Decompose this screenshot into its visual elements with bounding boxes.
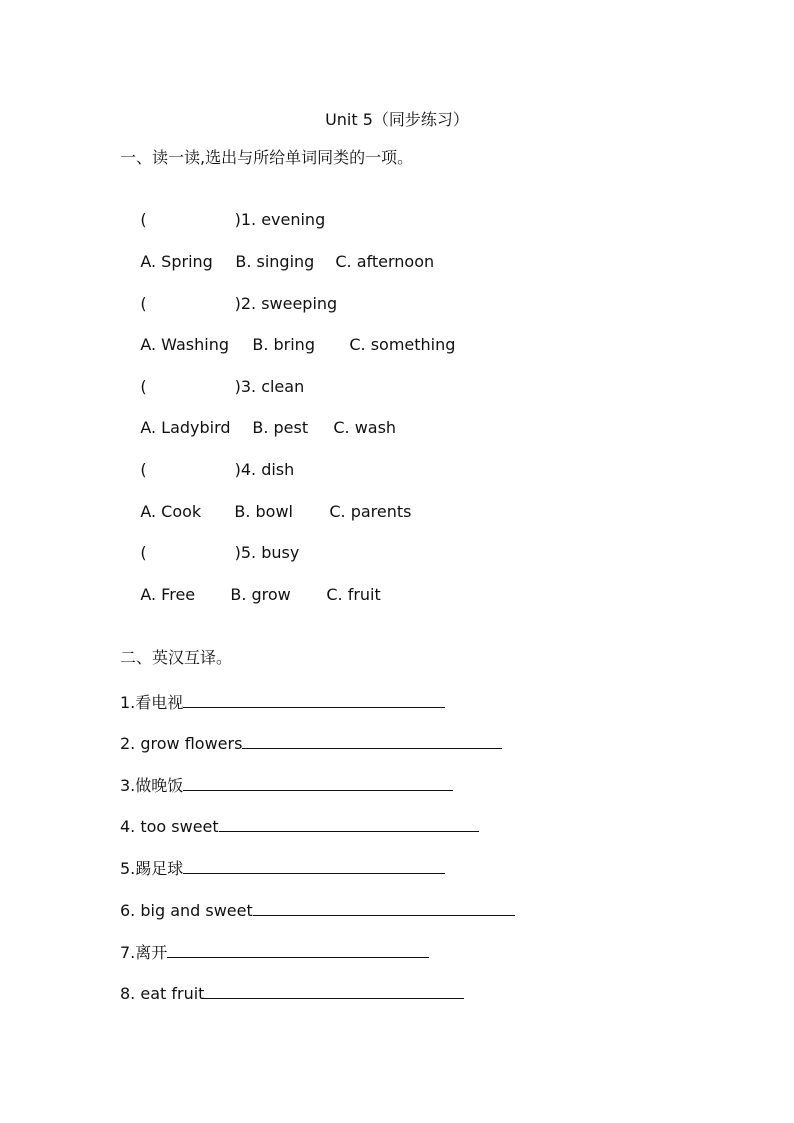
option-b: B. bowl	[234, 502, 293, 521]
item-text: 1.看电视	[120, 693, 184, 712]
question-word: )5. busy	[234, 543, 300, 562]
option-c: C. parents	[329, 502, 412, 521]
translation-item-4	[120, 814, 479, 837]
item-text: 5.踢足球	[120, 859, 184, 878]
answer-line[interactable]	[204, 981, 464, 999]
answer-line[interactable]	[183, 856, 445, 874]
option-c: C. afternoon	[335, 252, 435, 271]
option-a: A. Cook	[140, 502, 202, 521]
option-b: B. grow	[230, 585, 291, 604]
question-word: )3. clean	[234, 377, 305, 396]
option-a: A. Washing	[140, 335, 229, 354]
answer-paren-open: (	[140, 460, 147, 479]
question-5-options	[120, 565, 381, 625]
section1-heading: 一、读一读,选出与所给单词同类的一项。	[120, 148, 414, 167]
answer-line[interactable]	[253, 898, 515, 916]
item-text: 2. grow flowers	[120, 734, 243, 753]
option-b: B. pest	[252, 418, 309, 437]
item-text: 7.离开	[120, 943, 168, 962]
translation-item-7	[120, 940, 429, 963]
answer-paren-open: (	[140, 294, 147, 313]
option-a: A. Free	[140, 585, 196, 604]
answer-paren-open: (	[140, 210, 147, 229]
item-text: 4. too sweet	[120, 817, 219, 836]
translation-item-1	[120, 690, 445, 713]
question-word: )4. dish	[234, 460, 295, 479]
item-text: 6. big and sweet	[120, 901, 253, 920]
answer-line[interactable]	[183, 690, 445, 708]
translation-item-3	[120, 773, 453, 796]
option-c: C. fruit	[326, 585, 381, 604]
page-title: Unit 5（同步练习）	[325, 110, 469, 129]
answer-line[interactable]	[242, 731, 502, 749]
option-b: B. bring	[252, 335, 315, 354]
option-a: A. Spring	[140, 252, 213, 271]
item-text: 8. eat fruit	[120, 984, 205, 1003]
option-b: B. singing	[235, 252, 315, 271]
option-a: A. Ladybird	[140, 418, 231, 437]
section2-heading: 二、英汉互译。	[120, 648, 233, 667]
option-c: C. wash	[333, 418, 397, 437]
question-word: )1. evening	[234, 210, 326, 229]
answer-paren-open: (	[140, 543, 147, 562]
answer-line[interactable]	[167, 940, 429, 958]
answer-paren-open: (	[140, 377, 147, 396]
translation-item-8	[120, 981, 464, 1004]
answer-line[interactable]	[183, 773, 453, 791]
answer-line[interactable]	[219, 814, 479, 832]
option-c: C. something	[349, 335, 456, 354]
translation-item-6	[120, 898, 515, 921]
question-word: )2. sweeping	[234, 294, 338, 313]
translation-item-2	[120, 731, 502, 754]
item-text: 3.做晚饭	[120, 776, 184, 795]
translation-item-5	[120, 856, 445, 879]
